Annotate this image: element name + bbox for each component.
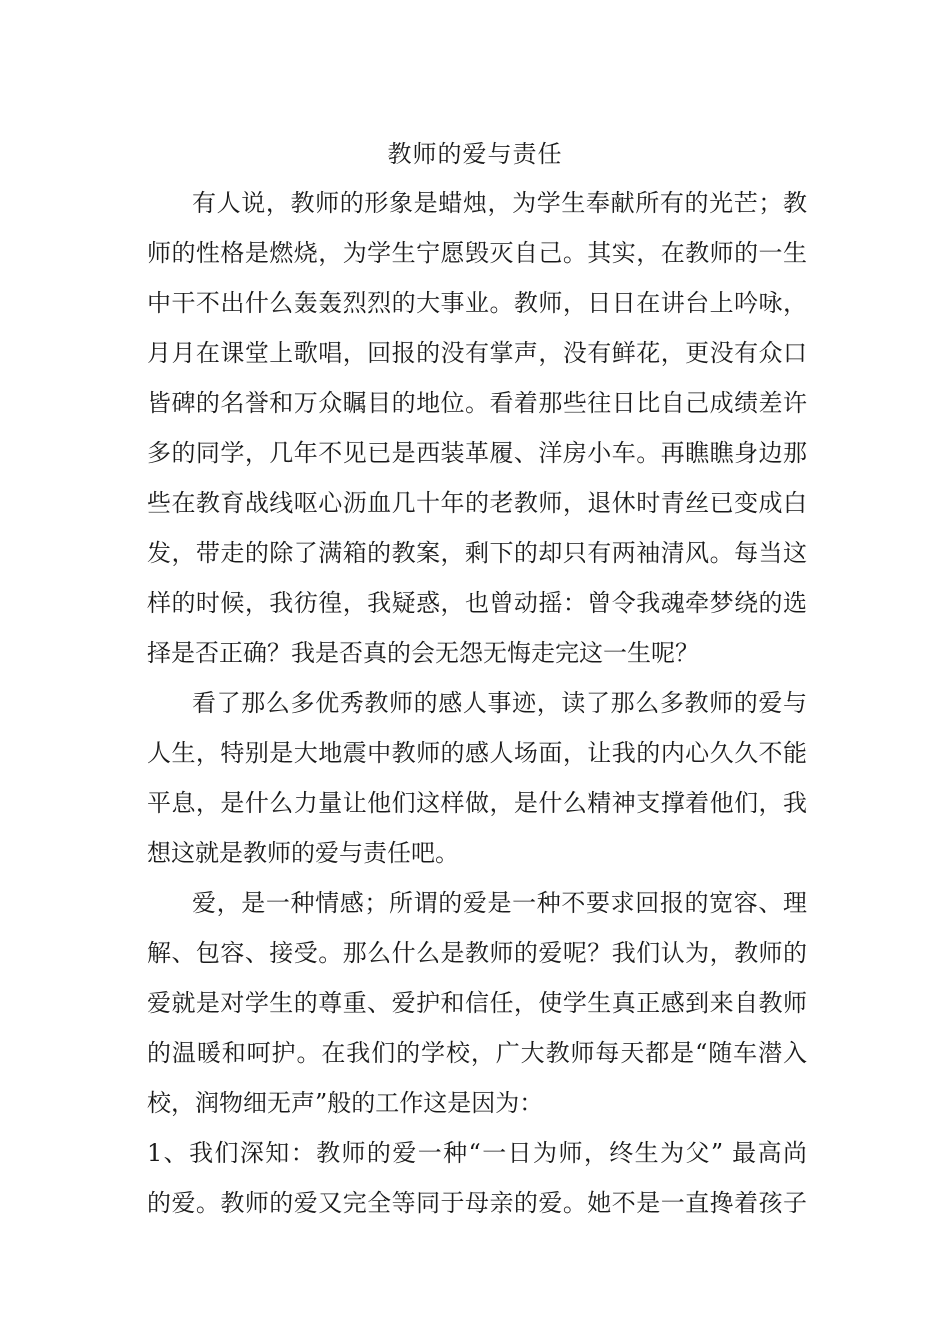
paragraph-2-line-4: 想这就是教师的爱与责任吧。 bbox=[147, 839, 459, 867]
paragraph-3-line-4: 的温暖和呵护。在我们的学校，广大教师每天都是“随车潜入 bbox=[147, 1039, 807, 1067]
paragraph-2-line-2: 人生，特别是大地震中教师的感人场面，让我的内心久久不能 bbox=[147, 739, 807, 767]
list-item-1-line-2: 的爱。教师的爱又完全等同于母亲的爱。她不是一直搀着孩子 bbox=[147, 1189, 807, 1217]
paragraph-2-line-1: 看了那么多优秀教师的感人事迹，读了那么多教师的爱与 bbox=[192, 689, 807, 717]
paragraph-2-line-3: 平息，是什么力量让他们这样做，是什么精神支撑着他们，我 bbox=[147, 789, 807, 817]
paragraph-1-line-1: 有人说，教师的形象是蜡烛，为学生奉献所有的光芒；教 bbox=[192, 189, 807, 217]
paragraph-1-line-8: 发，带走的除了满箱的教案，剩下的却只有两袖清风。每当这 bbox=[147, 539, 807, 567]
paragraph-1-line-7: 些在教育战线呕心沥血几十年的老教师，退休时青丝已变成白 bbox=[147, 489, 807, 517]
paragraph-1-line-9: 样的时候，我彷徨，我疑惑，也曾动摇：曾令我魂牵梦绕的选 bbox=[147, 589, 807, 617]
list-item-1-line-1: 1、我们深知：教师的爱一种“一日为师，终生为父” 最高尚 bbox=[147, 1139, 807, 1167]
paragraph-1-line-6: 多的同学，几年不见已是西装革履、洋房小车。再瞧瞧身边那 bbox=[147, 439, 807, 467]
paragraph-1-line-5: 皆碑的名誉和万众瞩目的地位。看着那些往日比自己成绩差许 bbox=[147, 389, 807, 417]
paragraph-1-line-2: 师的性格是燃烧，为学生宁愿毁灭自己。其实，在教师的一生 bbox=[147, 239, 807, 267]
paragraph-1-line-10: 择是否正确？我是否真的会无怨无悔走完这一生呢？ bbox=[147, 639, 699, 667]
paragraph-1-line-4: 月月在课堂上歌唱，回报的没有掌声，没有鲜花，更没有众口 bbox=[147, 339, 807, 367]
paragraph-1-line-3: 中干不出什么轰轰烈烈的大事业。教师，日日在讲台上吟咏， bbox=[147, 289, 807, 317]
paragraph-3-line-3: 爱就是对学生的尊重、爱护和信任，使学生真正感到来自教师 bbox=[147, 989, 807, 1017]
paragraph-3-line-5: 校，润物细无声”般的工作这是因为： bbox=[147, 1089, 544, 1117]
paragraph-3-line-1: 爱，是一种情感；所谓的爱是一种不要求回报的宽容、理 bbox=[192, 889, 807, 917]
document-title: 教师的爱与责任 bbox=[387, 140, 563, 168]
paragraph-3-line-2: 解、包容、接受。那么什么是教师的爱呢？我们认为，教师的 bbox=[147, 939, 807, 967]
